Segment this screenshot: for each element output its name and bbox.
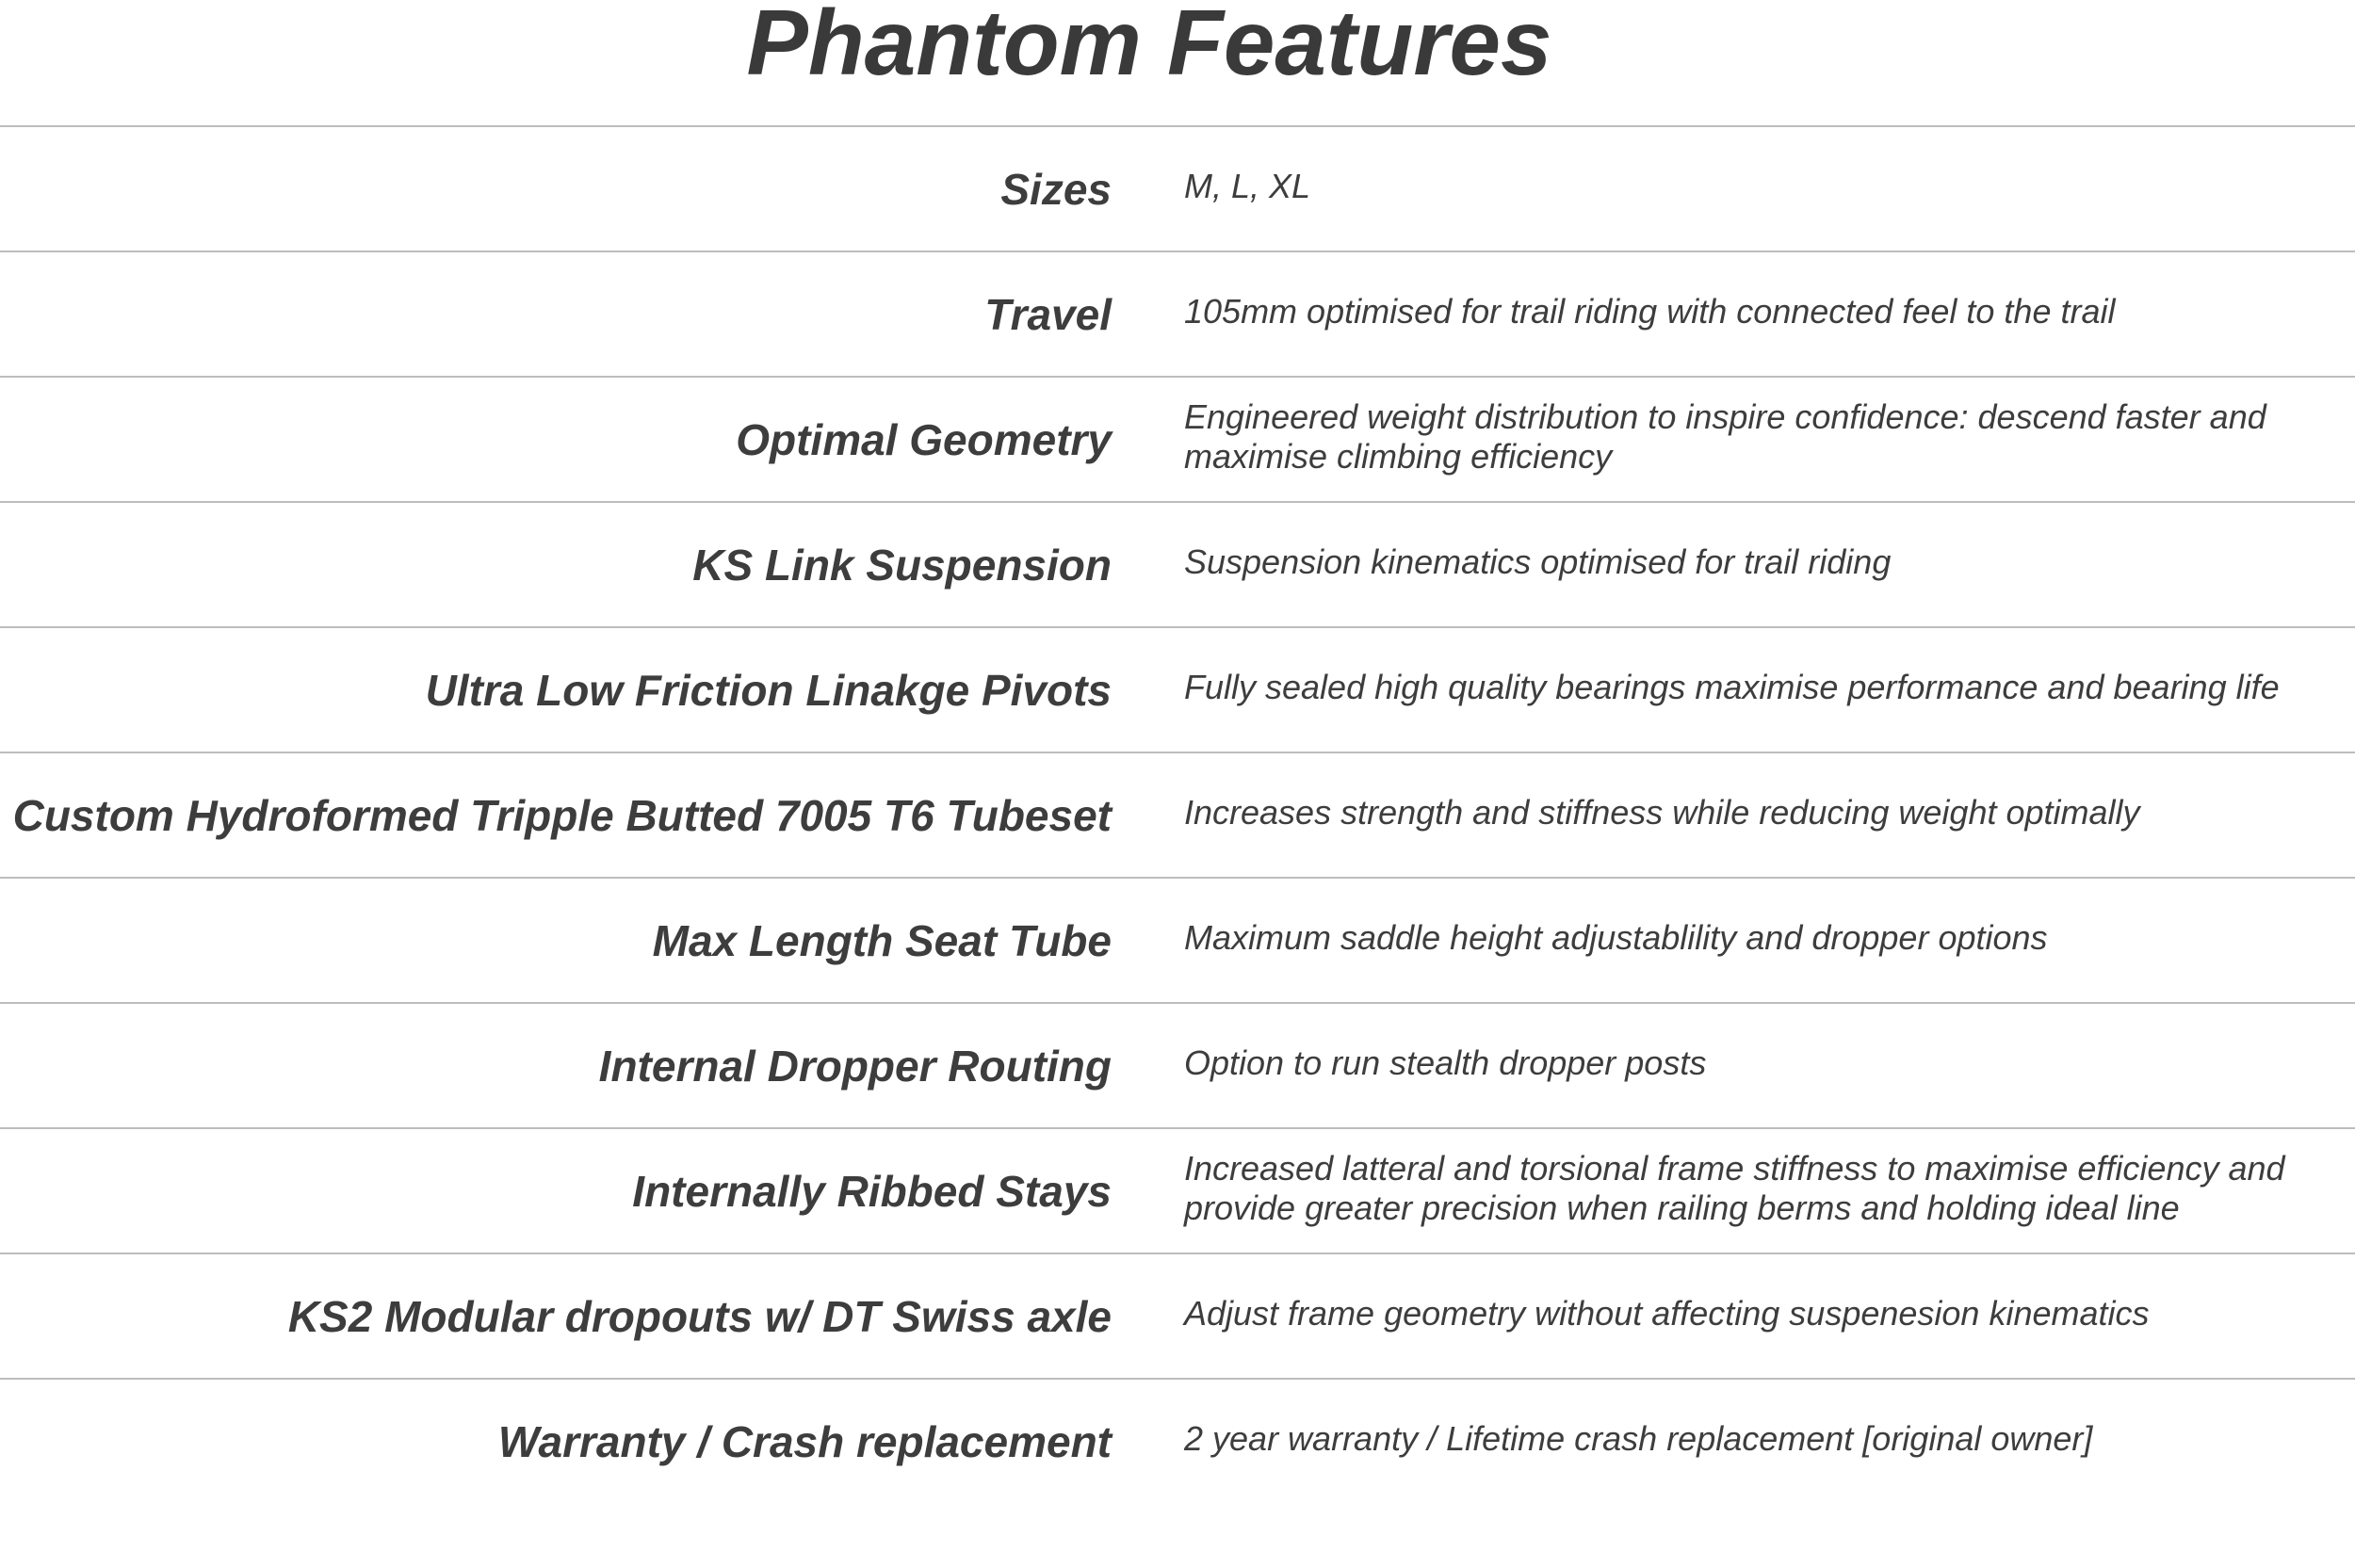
feature-description: [1184, 1004, 2355, 1127]
feature-row: [0, 753, 2355, 879]
feature-description: [1184, 252, 2355, 376]
feature-description-text: 105mm optimised for trail riding with connected feel to the trail: [1184, 291, 2116, 331]
feature-row: [0, 503, 2355, 628]
feature-description: [1184, 127, 2355, 251]
feature-description-text: Maximum saddle height adjustablility and dropper options: [1184, 917, 2048, 957]
feature-description: [1184, 1129, 2355, 1253]
features-table: [0, 125, 2355, 1568]
feature-description-text: 2 year warranty / Lifetime crash replacement [original owner]: [1184, 1418, 2093, 1458]
feature-description-text: Engineered weight distribution to inspire confidence: descend faster and maximise climbing efficiency: [1184, 396, 2266, 476]
feature-name: Internally Ribbed Stays: [632, 1166, 1112, 1216]
feature-description-text: Increased latteral and torsional frame stiffness to maximise efficiency and provide greater precision when railing berms and holding ideal line: [1184, 1148, 2285, 1227]
feature-name: Optimal Geometry: [736, 414, 1112, 464]
feature-description: [1184, 628, 2355, 752]
feature-name: Internal Dropper Routing: [598, 1041, 1112, 1091]
feature-name: Custom Hydroformed Tripple Butted 7005 T6 Tubeset: [12, 790, 1112, 840]
feature-name: Travel: [984, 289, 1112, 339]
feature-row: [0, 628, 2355, 753]
feature-description: [1184, 753, 2355, 877]
feature-row: [0, 1380, 2355, 1568]
feature-row: [0, 127, 2355, 252]
feature-row: [0, 1004, 2355, 1129]
feature-description: [1184, 1254, 2355, 1378]
feature-row: [0, 1254, 2355, 1380]
feature-row: [0, 378, 2355, 503]
feature-name: KS2 Modular dropouts w/ DT Swiss axle: [287, 1291, 1112, 1341]
feature-description-text: Adjust frame geometry without affecting suspenesion kinematics: [1184, 1293, 2150, 1333]
page-title: Phantom Features: [746, 0, 1552, 94]
feature-name: KS Link Suspension: [692, 540, 1112, 590]
feature-name: Sizes: [1000, 164, 1112, 214]
feature-description-text: Suspension kinematics optimised for trail riding: [1184, 542, 1892, 581]
feature-description: [1184, 879, 2355, 1002]
feature-name: Ultra Low Friction Linakge Pivots: [425, 665, 1112, 715]
feature-description-text: Option to run stealth dropper posts: [1184, 1043, 1707, 1082]
feature-row: [0, 252, 2355, 378]
feature-description: [1184, 503, 2355, 626]
feature-name: Max Length Seat Tube: [652, 915, 1112, 965]
feature-name: Warranty / Crash replacement: [497, 1416, 1112, 1466]
feature-description-text: Fully sealed high quality bearings maximise performance and bearing life: [1184, 667, 2280, 706]
feature-description-text: M, L, XL: [1184, 166, 1311, 205]
feature-row: [0, 879, 2355, 1004]
feature-description: [1184, 1380, 2355, 1503]
feature-description-text: Increases strength and stiffness while reducing weight optimally: [1184, 792, 2140, 832]
feature-row: [0, 1129, 2355, 1254]
feature-description: [1184, 378, 2355, 501]
